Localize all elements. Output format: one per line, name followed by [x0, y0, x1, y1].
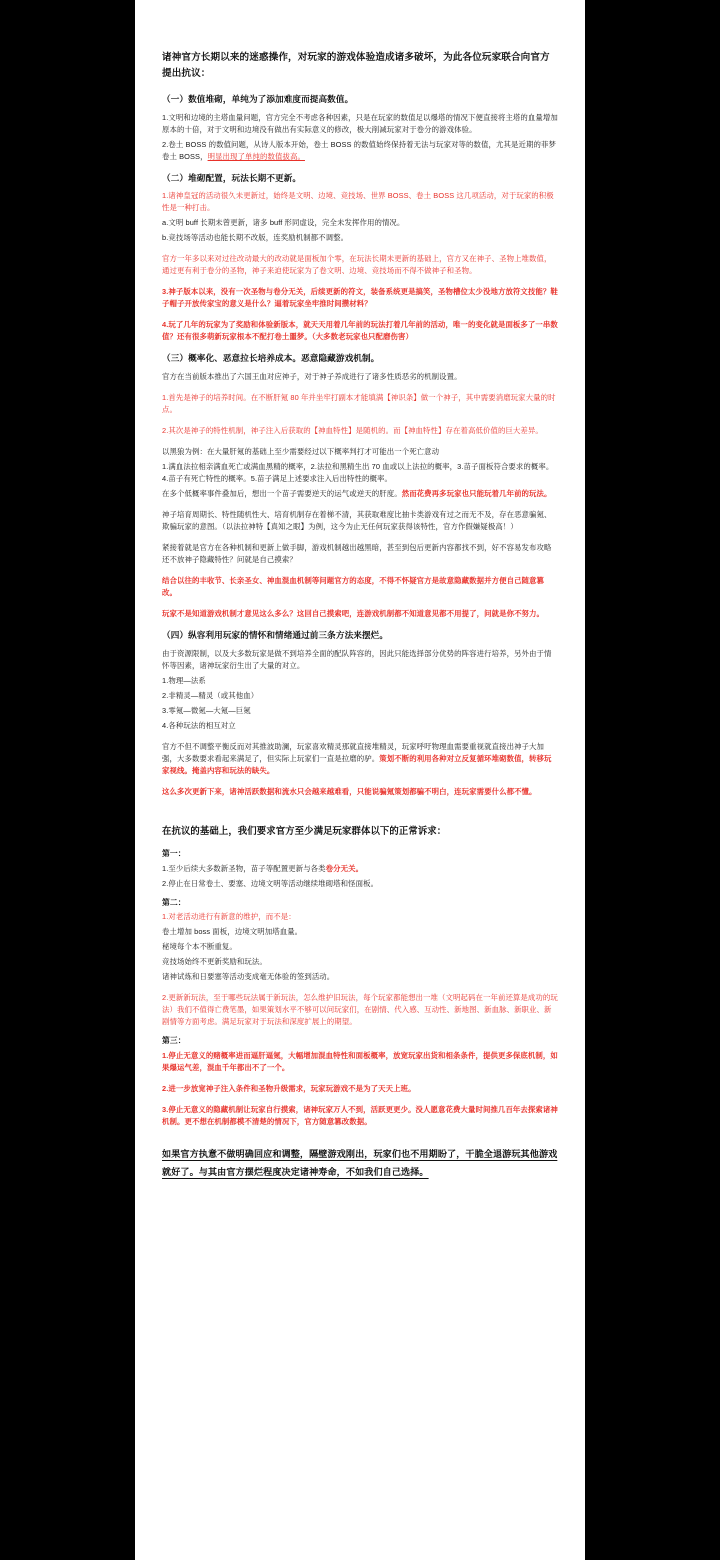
paragraph: 4.各种玩法的相互对立	[162, 720, 236, 730]
emphasized-clause: 明显出现了单纯的数值拔高。	[207, 151, 305, 161]
demands-group-label: 第一：	[162, 849, 186, 859]
demands-group-label: 第三：	[162, 1036, 186, 1046]
paragraph	[162, 741, 558, 777]
paragraph: 神子培育周期长、特性随机性大、培育机制存在着梯不清，其获取难度比抽卡类游戏有过之而无不及，存在恶意骗氪、欺骗玩家的意图。（以法拉神特【真知之眼】为例，这今为止无任何玩家获得该特性，官方作假嫌疑极高！）	[162, 510, 552, 532]
paragraph-text: 官方不但不调整平衡反而对其推波助澜，玩家喜欢精灵那就直接堆精灵，玩家呼吁物理血需要重视就直接出神子大加强，大多数要求看起来满足了，但实际上玩家们一直是拉磨的驴。策划不断的利用各种对立反复循环堆砌数值，转移玩家视线。掩盖内容和玩法的缺失。	[162, 741, 552, 775]
emphasized-clause: 策划不断的利用各种对立反复循环堆砌数值，转移玩家视线。掩盖内容和玩法的缺失。	[162, 753, 552, 775]
paragraph: 2.其次是神子的特性机制，神子注入后获取的【神血特性】是随机的。而【神血特性】存在着高低价值的巨大差异。	[162, 426, 543, 436]
paragraph: 1.物理—法系	[162, 675, 206, 685]
paragraph: 3.停止无意义的隐藏机制让玩家自行摸索，诸神玩家万人不到，活跃更更少。没人愿意花费大量时间推几百年去探索诸神机制。更不想在机制都模不清楚的情况下，官方随意篡改数据。	[162, 1104, 558, 1126]
paragraph: 2.更新新玩法，至于哪些玩法属于新玩法，怎么维护旧玩法，每个玩家都能想出一堆（文明起码在一年前还算是成功的玩法）我们不值得亡费笔墨，如果策划水平不够可以问玩家们，在剧情、代入感、互动性、新地图、新血脉、新职业、新剧情等方面考虑。满足玩家对于玩法和深度扩展上的期望。	[162, 993, 558, 1027]
paragraph: 1.满血法拉相亲满血死亡或满血黑精的概率，2.法拉和黑精生出 70 血或以上法拉的概率，3.苗子面板符合要求的概率。4.苗子有死亡特性的概率。5.苗子满足上述要求注入后出特性的概率。	[162, 462, 554, 484]
paragraph	[162, 488, 558, 500]
paragraph: 玩家不是知道游戏机制才意见这么多么？这回自己摸索吧，连游戏机制都不知道意见都不用提了，问就是你不努力。	[162, 608, 545, 618]
section-heading-2: （二）堆砌配置，玩法长期不更新。	[162, 172, 302, 183]
paragraph: 1.至少后续大多数新圣物，苗子等配置更新与各类卷分无关。	[162, 863, 364, 873]
paragraph-text: 2.卷土 BOSS 的数值问题，从诗人版本开始，卷土 BOSS 的数值始终保持着无法与玩家对等的数值，尤其是近期的菲梦卷土 BOSS，明显出现了单纯的数值拔高。	[162, 139, 556, 161]
paragraph: 官方一年多以来对过往改动最大的改动就是面板加个零，在玩法长期未更新的基础上，官方又在神子、圣物上堆数值，通过更有利于卷分的圣物，神子来迫使玩家为了卷文明、边境、竞技场而不得不做神子和圣物。	[162, 254, 552, 276]
paragraph: 由于资源限制，以及大多数玩家是做不到培养全面的配队阵容的，因此只能选择部分优势的阵容进行培养，另外由于情怀等因素，诸神玩家衍生出了大量的对立。	[162, 648, 552, 670]
paragraph: 以黑狼为例：在大量肝氪的基础上至少需要经过以下概率判打才可能出一个死亡意动	[162, 447, 440, 457]
paragraph: 3.神子版本以来，没有一次圣物与卷分无关，后续更新的符文，装备系统更是搞笑，圣物槽位太少没地方放符文技能？鞋子帽子开放传家宝的意义是什么？逼着玩家坐牢推时间攒材料？	[162, 287, 558, 309]
paragraph: a.文明 buff 长期未曾更新，诸多 buff 形同虚设，完全未发挥作用的情况。	[162, 218, 405, 228]
section-heading-1: （一）数值堆砌，单纯为了添加难度而提高数值。	[162, 93, 354, 104]
paragraph: 秘境每个本不断重复。	[162, 942, 237, 952]
paragraph: 3.零氪—微氪—大氪—巨氪	[162, 705, 251, 715]
document-body	[162, 50, 558, 1181]
paragraph: 1.诸神皇冠的活动很久未更新过，始终是文明、边境、竞技场、世界 BOSS、卷土 BOSS 这几项活动，对于玩家的积极性是一种打击。	[162, 191, 554, 213]
paragraph: 1.首先是神子的培养时间。在不断肝氪 80 年并坐牢打副本才能填满【神识条】做一个神子，其中需要消磨玩家大量的时点。	[162, 393, 556, 415]
document-sheet	[135, 0, 585, 1560]
paragraph: 1.停止无意义的赌概率进而逼肝逼氪，大幅增加混血特性和面板概率，放宽玩家出货和相条条件，提供更多保底机制，如果爆运气差，混血千年都出不了一个。	[162, 1050, 558, 1072]
emphasized-clause: 卷分无关。	[325, 863, 364, 873]
paragraph: 2.停止在日常卷土、要塞、边境文明等活动继续堆砌塔和怪面板。	[162, 878, 379, 888]
demands-title: 在抗议的基础上，我们要求官方至少满足玩家群体以下的正常诉求：	[162, 824, 447, 836]
paragraph	[162, 139, 558, 163]
paragraph: 结合以往的丰收节、长亲圣女、神血混血机制等问题官方的态度，不得不怀疑官方是故意隐藏数据并方便自己随意篡改。	[162, 576, 545, 597]
demands-group-label: 第二：	[162, 897, 186, 907]
paragraph: 2.非精灵—精灵（或其他血）	[162, 690, 259, 700]
paragraph: 竞技场始终不更新奖励和玩法。	[162, 957, 267, 967]
paragraph: 1.文明和边境的主塔血量问题，官方完全不考虑各种因素，只是在玩家的数值足以爆塔的情况下便直接将主塔的血量增加原本的十倍，对于文明和边境没有做出有实际意义的修改，极大削减玩家对于卷分的游戏体验。	[162, 112, 558, 134]
section-heading-4: （四）纵容利用玩家的情怀和情绪通过前三条方法来摆烂。	[162, 629, 389, 640]
paragraph: 1.对老活动进行有新意的维护，而不是：	[162, 912, 296, 922]
paragraph: 2.进一步放宽神子注入条件和圣物升级需求，玩家玩游戏不是为了天天上班。	[162, 1083, 416, 1093]
paragraph: 诸神试炼和日要塞等活动变成毫无体验的签到活动。	[162, 972, 335, 982]
emphasized-clause: 然而花费再多玩家也只能玩着几年前的玩法。	[401, 489, 552, 499]
paragraph: b.竞技场等活动也能长期不改版，连奖励机制都不调整。	[162, 233, 349, 243]
paragraph-text: 在多个低概率事件叠加后，想出一个苗子需要逆天的运气或逆天的肝度。然而花费再多玩家也只能玩着几年前的玩法。	[162, 489, 552, 499]
paragraph: 这么多次更新下来，诸神活跃数据和流水只会越来越难看，只能说骗氪策划都骗不明白，连玩家需要什么都不懂。	[162, 786, 537, 796]
document-title: 诸神官方长期以来的迷惑操作，对玩家的游戏体验造成诸多破坏，为此各位玩家联合向官方提出抗议：	[162, 52, 550, 79]
closing-statement: 如果官方执意不做明确回应和调整，隔壁游戏刚出，玩家们也不用期盼了，干脆全退游玩其他游戏就好了。与其由官方摆烂程度决定诸神寿命，不如我们自己选择。	[162, 1148, 558, 1177]
paragraph: 卷土增加 boss 面板，边境文明加塔血量。	[162, 927, 303, 937]
paragraph: 官方在当前版本推出了六国王血对应神子，对于神子养成进行了诸多性质恶劣的机制设置。	[162, 372, 462, 382]
paragraph: 紧接着就是官方在各种机制和更新上做手脚，游戏机制越出越黑暗，甚至到包后更新内容都找不到，好不容易发布攻略还不放神子隐藏特性？问就是自己摸索？	[162, 543, 552, 565]
paragraph: 4.玩了几年的玩家为了奖励和体验新版本，就天天用着几年前的玩法打着几年前的活动，唯一的变化就是面板多了一串数值？还有很多萌新玩家根本不配打卷土噩梦。（大多数老玩家也只配磨伤害）	[162, 320, 558, 342]
section-heading-3: （三）概率化、恶意拉长培养成本。恶意隐藏游戏机制。	[162, 353, 380, 364]
